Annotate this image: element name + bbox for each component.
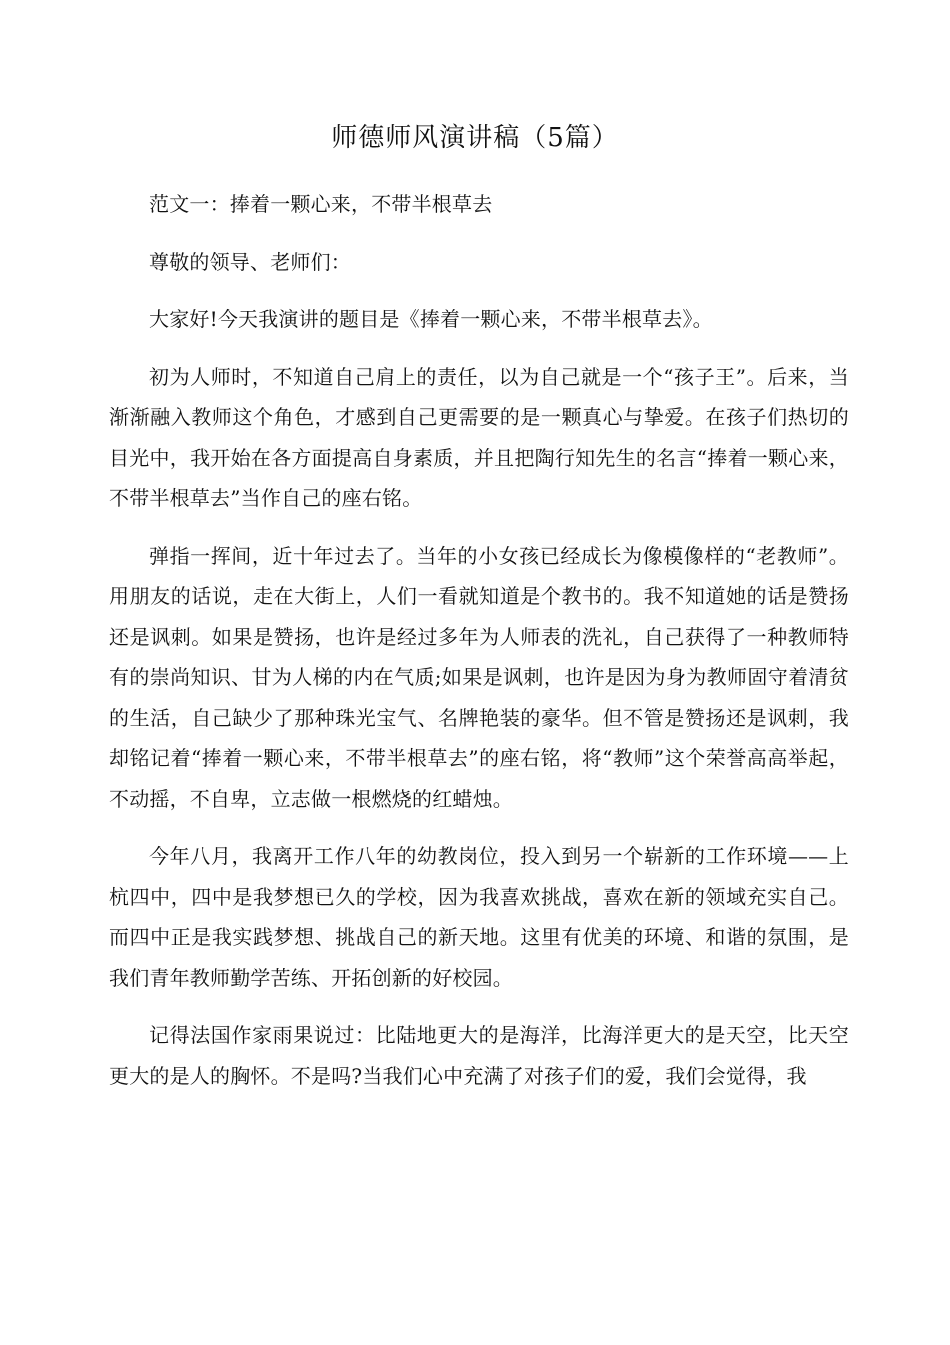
paragraph-body: 弹指一挥间，近十年过去了。当年的小女孩已经成长为像模像样的“老教师”。用朋友的话说，走在大街上，人们一看就知道是个教书的。我不知道她的话是赞扬还是讽刺。如果是赞扬，也许是经过多年为人师表的洗礼，自己获得了一种教师特有的崇尚知识、甘为人梯的内在气质;如果是讽刺，也许是因为身为教师固守着清贫的生活，自己缺少了那种珠光宝气、名牌艳装的豪华。但不管是赞扬还是讽刺，我却铭记着“捧着一颗心来，不带半根草去”的座右铭，将“教师”这个荣誉高高举起，不动摇，不自卑，立志做一根燃烧的红蜡烛。	[109, 543, 849, 811]
paragraph-subtitle: 范文一：捧着一颗心来，不带半根草去	[149, 192, 493, 216]
document-title: 师德师风演讲稿（5篇）	[331, 123, 619, 153]
paragraph-salutation: 尊敬的领导、老师们：	[149, 249, 351, 274]
paragraph-greeting: 大家好!今天我演讲的题目是《捧着一颗心来，不带半根草去》。	[149, 307, 713, 331]
paragraph-body: 今年八月，我离开工作八年的幼教岗位，投入到另一个崭新的工作环境——上杭四中，四中是我梦想已久的学校，因为我喜欢挑战，喜欢在新的领域充实自己。而四中正是我实践梦想、挑战自己的新天地。这里有优美的环境、和谐的氛围，是我们青年教师勤学苦练、开拓创新的好校园。	[109, 844, 849, 990]
paragraph-body: 记得法国作家雨果说过：比陆地更大的是海洋，比海洋更大的是天空，比天空更大的是人的胸怀。不是吗?当我们心中充满了对孩子们的爱，我们会觉得，我	[109, 1023, 849, 1088]
document-body	[109, 184, 849, 1113]
paragraph-body: 初为人师时，不知道自己肩上的责任，以为自己就是一个“孩子王”。后来，当渐渐融入教师这个角色，才感到自己更需要的是一颗真心与挚爱。在孩子们热切的目光中，我开始在各方面提高自身素质，并且把陶行知先生的名言“捧着一颗心来，不带半根草去”当作自己的座右铭。	[109, 364, 849, 510]
